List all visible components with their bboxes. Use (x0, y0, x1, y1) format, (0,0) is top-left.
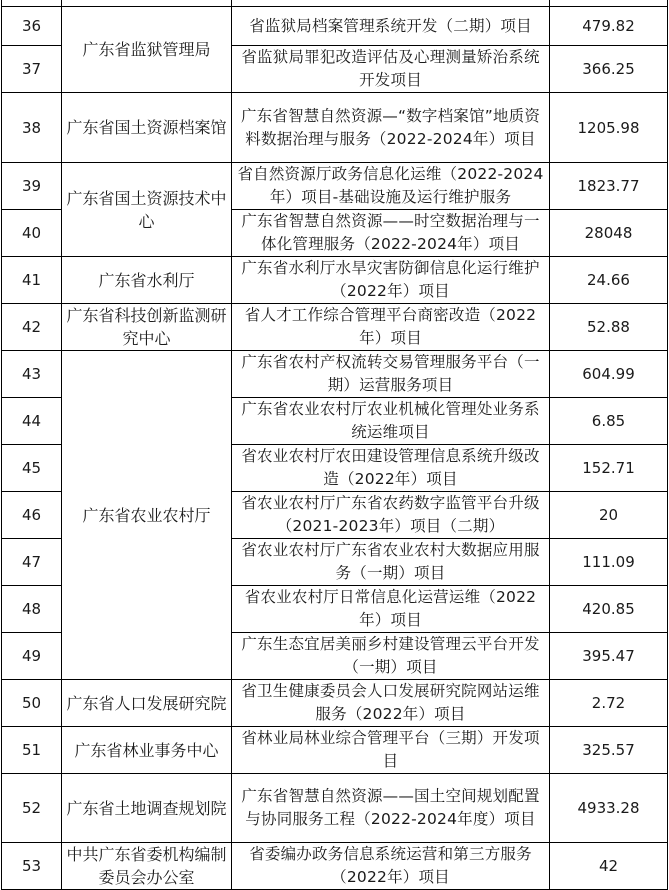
project-cell: 省农业农村厅广东省农药数字监管平台升级（2021-2023年）项目（二期） (232, 492, 550, 539)
unit-cell: 广东省水利厅 (62, 257, 232, 304)
amount-cell: 111.09 (550, 539, 668, 586)
row-number: 37 (2, 46, 62, 93)
row-number: 47 (2, 539, 62, 586)
amount-cell: 366.25 (550, 46, 668, 93)
amount-cell: 152.71 (550, 445, 668, 492)
project-cell: 省农业农村厅日常信息化运营运维（2022年）项目 (232, 586, 550, 633)
amount-cell: 52.88 (550, 304, 668, 351)
row-number: 42 (2, 304, 62, 351)
amount-cell: 6.85 (550, 398, 668, 445)
row-number: 43 (2, 351, 62, 398)
amount-cell: 325.57 (550, 727, 668, 774)
amount-cell: 1205.98 (550, 93, 668, 163)
amount-cell: 479.82 (550, 7, 668, 46)
row-number: 52 (2, 774, 62, 843)
amount-cell: 1823.77 (550, 163, 668, 210)
amount-cell: 24.66 (550, 257, 668, 304)
unit-cell: 广东省人口发展研究院 (62, 680, 232, 727)
table-row (2, 7, 668, 46)
project-cell: 省卫生健康委员会人口发展研究院网站运维服务（2022年）项目 (232, 680, 550, 727)
table-row (2, 843, 668, 890)
project-cell: 省自然资源厅政务信息化运维（2022-2024年）项目-基础设施及运行维护服务 (232, 163, 550, 210)
unit-cell: 广东省国土资源技术中心 (62, 163, 232, 257)
table-row (2, 93, 668, 163)
table-row (2, 727, 668, 774)
project-cell: 省监狱局罪犯改造评估及心理测量矫治系统开发项目 (232, 46, 550, 93)
project-cell: 广东省农业农村厅农业机械化管理处业务系统运维项目 (232, 398, 550, 445)
row-number: 51 (2, 727, 62, 774)
unit-cell: 中共广东省委机构编制委员会办公室 (62, 843, 232, 890)
amount-cell: 2.72 (550, 680, 668, 727)
project-cell: 广东省水利厅水旱灾害防御信息化运行维护（2022年）项目 (232, 257, 550, 304)
unit-cell: 广东省农业农村厅 (62, 351, 232, 680)
amount-cell: 420.85 (550, 586, 668, 633)
project-cell: 广东省智慧自然资源——时空数据治理与一体化管理服务（2022-2024年）项目 (232, 210, 550, 257)
row-number: 44 (2, 398, 62, 445)
project-cell: 广东生态宜居美丽乡村建设管理云平台开发（一期）项目 (232, 633, 550, 680)
amount-cell: 4933.28 (550, 774, 668, 843)
row-number: 50 (2, 680, 62, 727)
project-cell: 省农业农村厅农田建设管理信息系统升级改造（2022年）项目 (232, 445, 550, 492)
table-row (2, 774, 668, 843)
table-row (2, 680, 668, 727)
row-number: 49 (2, 633, 62, 680)
row-number: 40 (2, 210, 62, 257)
project-cell: 省监狱局档案管理系统开发（二期）项目 (232, 7, 550, 46)
amount-cell: 42 (550, 843, 668, 890)
unit-cell: 广东省土地调查规划院 (62, 774, 232, 843)
unit-cell: 广东省监狱管理局 (62, 7, 232, 93)
row-number: 36 (2, 7, 62, 46)
amount-cell: 604.99 (550, 351, 668, 398)
project-cell: 广东省智慧自然资源—“数字档案馆”地质资料数据治理与服务（2022-2024年）项目 (232, 93, 550, 163)
project-cell: 省人才工作综合管理平台商密改造（2022年）项目 (232, 304, 550, 351)
table-row (2, 304, 668, 351)
project-cell: 省委编办政务信息系统运营和第三方服务（2022年）项目 (232, 843, 550, 890)
table-row (2, 163, 668, 210)
row-number: 39 (2, 163, 62, 210)
row-number: 41 (2, 257, 62, 304)
row-number: 46 (2, 492, 62, 539)
unit-cell: 广东省林业事务中心 (62, 727, 232, 774)
amount-cell: 20 (550, 492, 668, 539)
amount-cell: 28048 (550, 210, 668, 257)
project-cell: 广东省农村产权流转交易管理服务平台（一期）运营服务项目 (232, 351, 550, 398)
project-table (1, 0, 668, 890)
project-cell: 省林业局林业综合管理平台（三期）开发项目 (232, 727, 550, 774)
row-number: 45 (2, 445, 62, 492)
unit-cell: 广东省国土资源档案馆 (62, 93, 232, 163)
unit-cell: 广东省科技创新监测研究中心 (62, 304, 232, 351)
table-row (2, 351, 668, 398)
row-number: 38 (2, 93, 62, 163)
row-number: 53 (2, 843, 62, 890)
table-row (2, 257, 668, 304)
project-cell: 省农业农村厅广东省农业农村大数据应用服务（一期）项目 (232, 539, 550, 586)
project-cell: 广东省智慧自然资源——国土空间规划配置与协同服务工程（2022-2024年度）项目 (232, 774, 550, 843)
row-number: 48 (2, 586, 62, 633)
amount-cell: 395.47 (550, 633, 668, 680)
